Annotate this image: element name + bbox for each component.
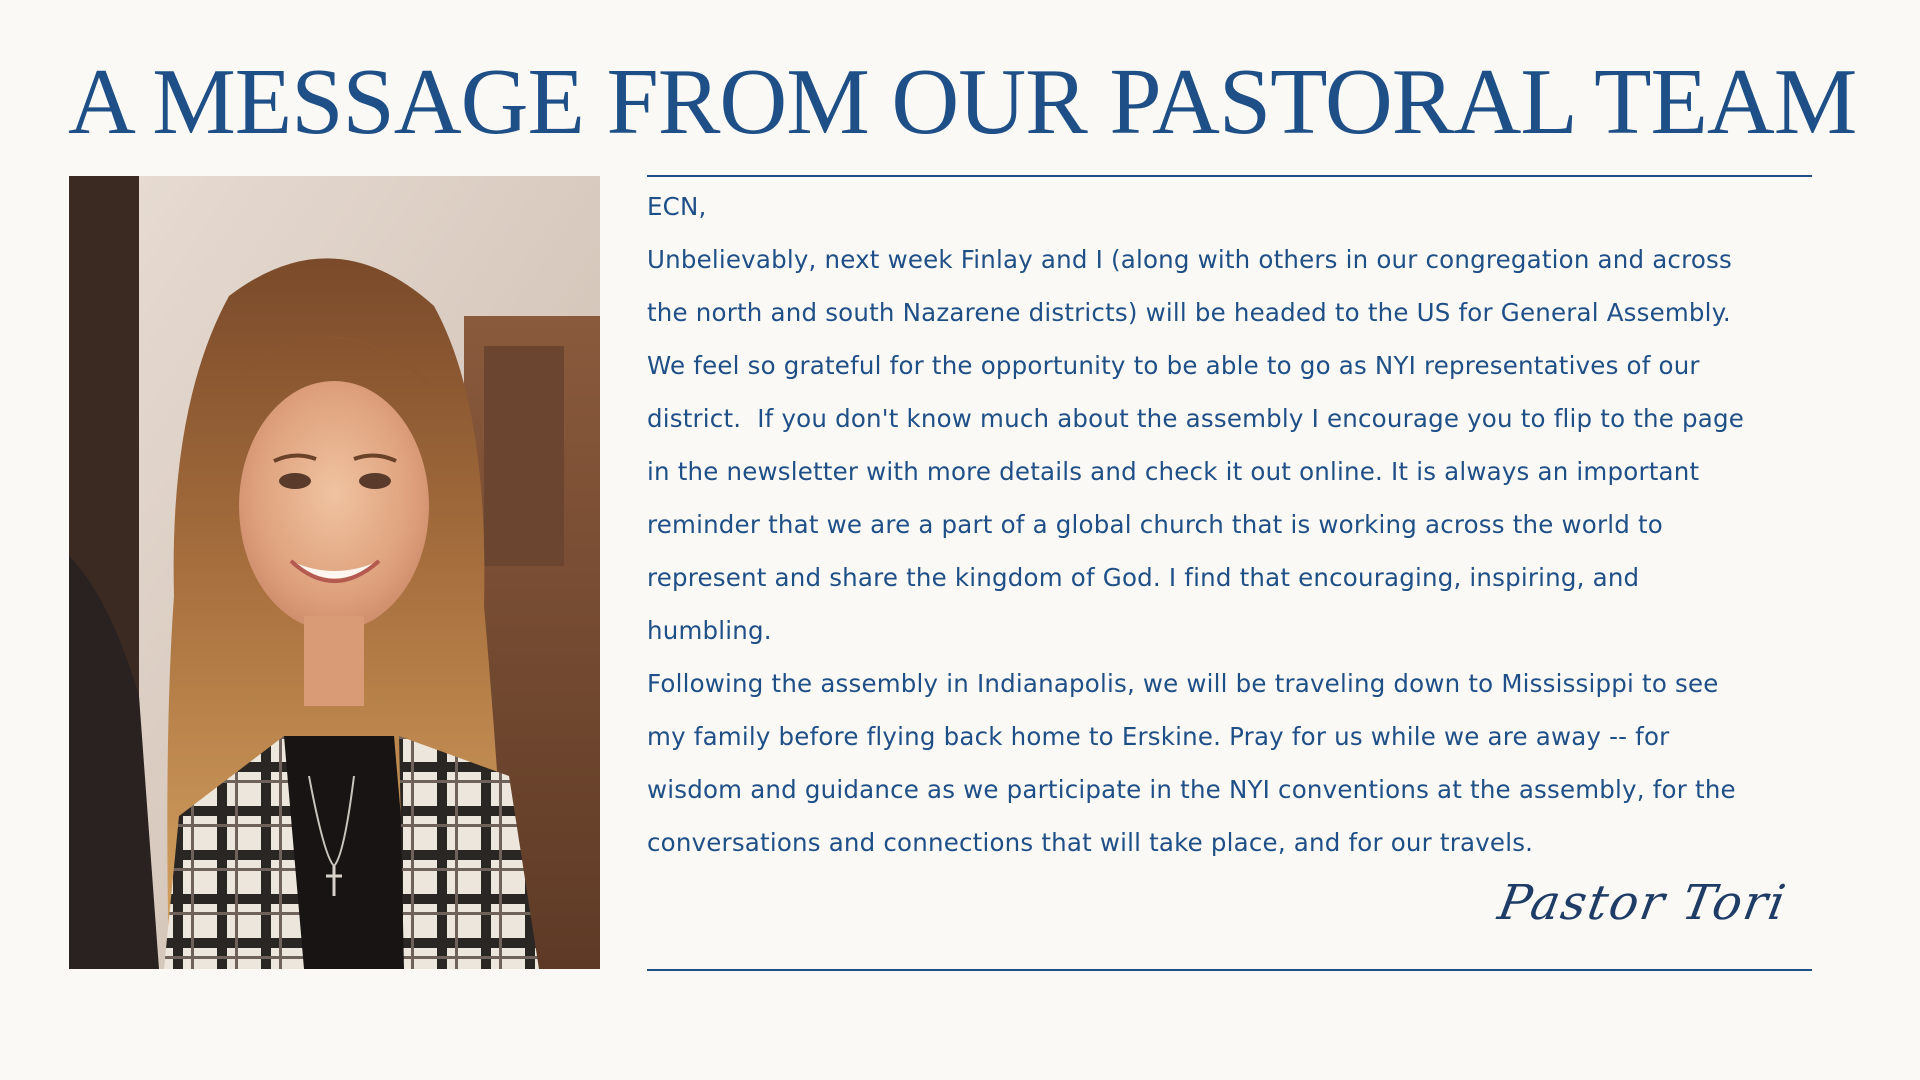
signature: Pastor Tori	[1493, 875, 1791, 931]
letter-greeting: ECN,	[647, 192, 707, 221]
top-divider	[647, 175, 1812, 177]
page-title: A MESSAGE FROM OUR PASTORAL TEAM	[68, 50, 1857, 154]
letter-paragraph-2: Following the assembly in Indianapolis, we will be traveling down to Mississippi to see my family before flying back home to Erskine. Pray for us while we are away -- for wisdom and guidance as we participate in the NYI conventions at the assembly, for the conversations and connections that will take place, and for our travels.	[647, 669, 1736, 857]
letter-paragraph-1: Unbelievably, next week Finlay and I (along with others in our congregation and across the north and south Nazarene districts) will be headed to the US for General Assembly. We feel so grateful for the opportunity to be able to go as NYI representatives of our district. If you don't know much about the assembly I encourage you to flip to the page in the newsletter with more details and check it out online. It is always an important reminder that we are a part of a global church that is working across the world to represent and share the kingdom of God. I find that encouraging, inspiring, and humbling.	[647, 245, 1745, 645]
pastor-portrait-photo	[69, 176, 600, 969]
bottom-divider	[647, 969, 1812, 971]
letter-body	[647, 180, 1812, 869]
